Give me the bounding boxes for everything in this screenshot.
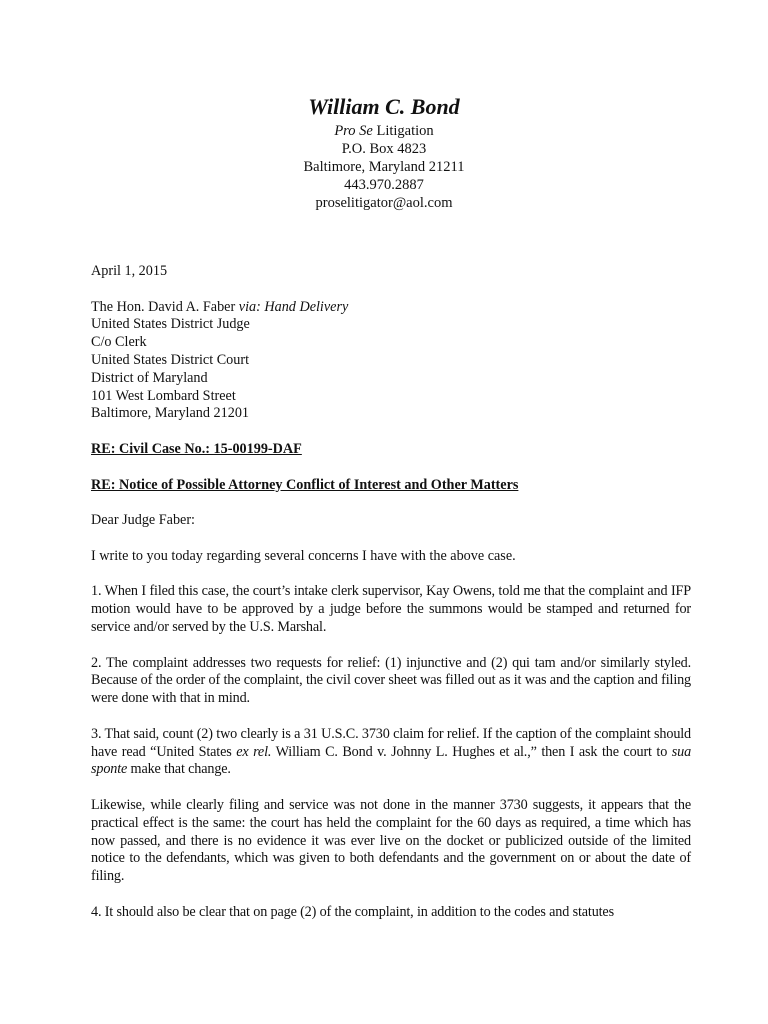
delivery-method: via: Hand Delivery bbox=[238, 298, 349, 315]
paragraph-3-ex-rel: ex rel. bbox=[236, 743, 272, 760]
recipient-line-2: United States District Judge bbox=[91, 316, 250, 333]
sender-po-box: P.O. Box 4823 bbox=[341, 141, 427, 157]
sender-city: Baltimore, Maryland 21211 bbox=[303, 159, 465, 175]
salutation: Dear Judge Faber: bbox=[91, 512, 196, 529]
letter-date: April 1, 2015 bbox=[91, 263, 168, 279]
paragraph-3-part-b: William C. Bond v. Johnny L. Hughes et al.,” then I ask the court to bbox=[271, 743, 672, 760]
recipient-name: The Hon. David A. Faber bbox=[91, 298, 239, 315]
paragraph-likewise: Likewise, while clearly filing and service was not done in the manner 3730 suggests, it appears that the practical effect is the same: the court has held the complaint for the 60 days as required, a time which has now passed, and there is no evidence it was ever live on the docket or publicized outside of the limited notice to the defendants, which was given to both defendants and the government on or about the date of filing. bbox=[91, 796, 691, 885]
letter-body bbox=[91, 263, 691, 921]
recipient-line-3: C/o Clerk bbox=[91, 334, 147, 351]
paragraph-3-part-a: 3. That said, count (2) two clearly is a 31 U.S.C. 3730 claim for relief. If the caption of the complaint should have read “United States bbox=[91, 725, 691, 760]
paragraph-2: 2. The complaint addresses two requests for relief: (1) injunctive and (2) qui tam and/or similarly styled. Because of the order of the complaint, the civil cover sheet was filled out as it was and the caption and filing were done with that in mind. bbox=[91, 654, 691, 707]
paragraph-1: 1. When I filed this case, the court’s intake clerk supervisor, Kay Owens, told me that the complaint and IFP motion would have to be approved by a judge before the summons would be stamped and returned for service and/or served by the U.S. Marshal. bbox=[91, 583, 691, 635]
recipient-line-5: District of Maryland bbox=[91, 369, 208, 386]
sender-name: William C. Bond bbox=[308, 94, 460, 119]
paragraph-3 bbox=[91, 726, 691, 779]
sender-phone: 443.970.2887 bbox=[344, 177, 424, 193]
paragraph-3-part-c: make that change. bbox=[127, 761, 231, 778]
sender-email: proselitigator@aol.com bbox=[315, 195, 453, 211]
re-case-number: RE: Civil Case No.: 15-00199-DAF bbox=[91, 440, 302, 457]
recipient-line-6: 101 West Lombard Street bbox=[91, 387, 236, 404]
recipient-line-7: Baltimore, Maryland 21201 bbox=[91, 405, 250, 422]
sender-title-rest: Litigation bbox=[372, 123, 434, 139]
sender-title bbox=[0, 122, 768, 140]
recipient-line-4: United States District Court bbox=[91, 351, 250, 368]
paragraph-intro: I write to you today regarding several concerns I have with the above case. bbox=[91, 547, 516, 564]
recipient-line-1 bbox=[91, 299, 691, 317]
paragraph-4: 4. It should also be clear that on page (2) of the complaint, in addition to the codes and statutes bbox=[91, 903, 614, 920]
recipient-block bbox=[91, 299, 691, 424]
sender-title-italic: Pro Se bbox=[334, 123, 373, 139]
re-subject: RE: Notice of Possible Attorney Conflict of Interest and Other Matters bbox=[91, 476, 519, 493]
paragraph-3-sua-sponte: sua sponte bbox=[91, 743, 692, 778]
letterhead bbox=[0, 92, 768, 212]
